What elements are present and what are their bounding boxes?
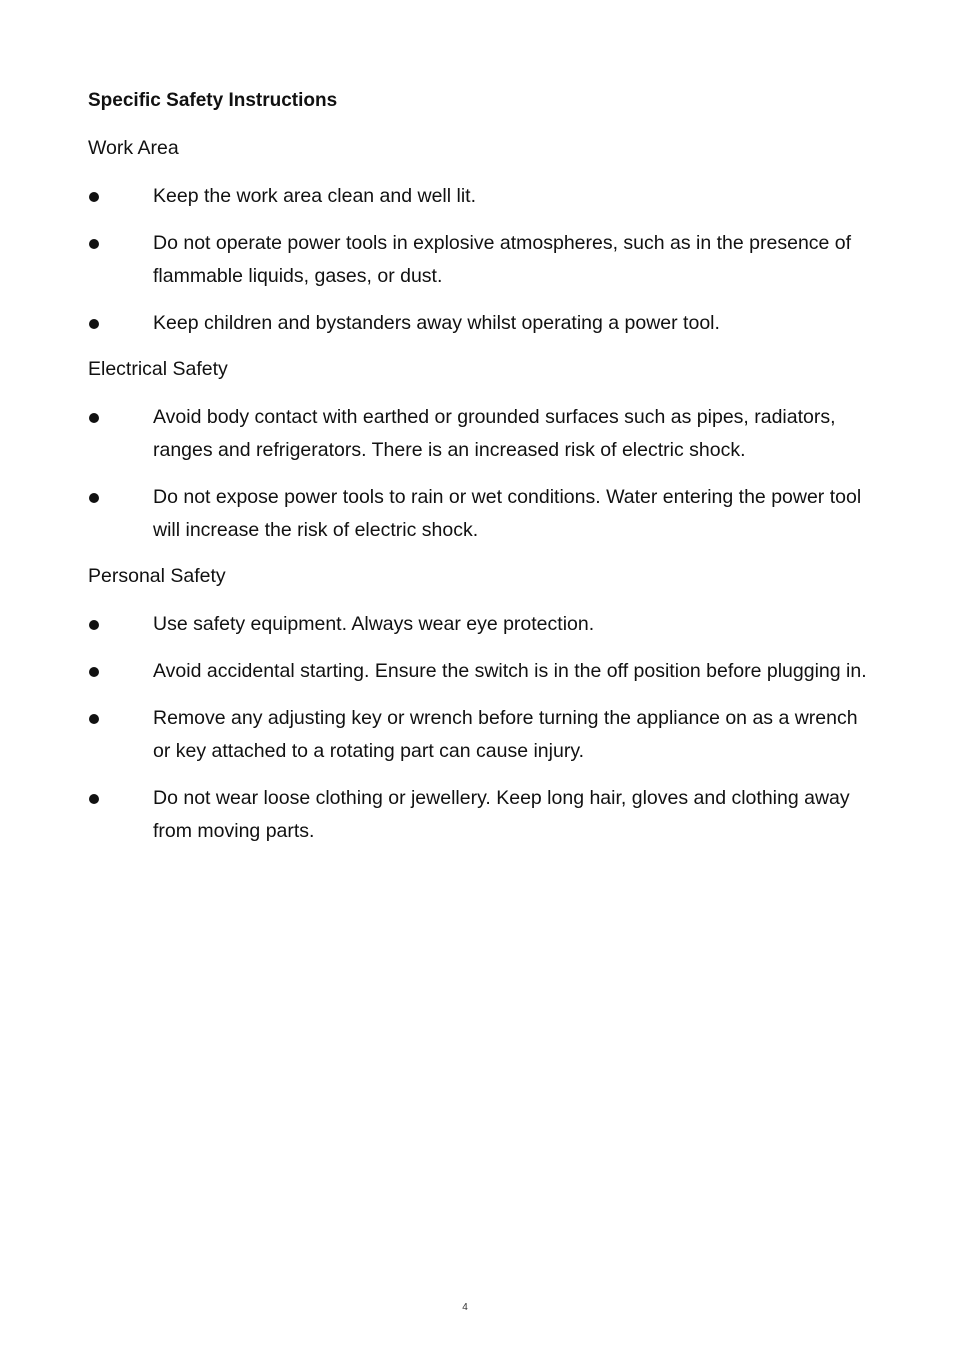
list-item-text: Do not operate power tools in explosive atmospheres, such as in the presence of flammable liquids, gases, or dust. (153, 232, 852, 287)
bullet-icon (89, 413, 99, 423)
bullet-icon (89, 667, 99, 677)
list-item-text: Use safety equipment. Always wear eye protection. (153, 613, 595, 635)
bullet-list (88, 180, 868, 340)
list-item-text: Keep the work area clean and well lit. (153, 185, 477, 207)
list-item-text: Avoid body contact with earthed or grounded surfaces such as pipes, radiators, ranges and refrigerators. There is an increased risk of electric shock. (153, 406, 836, 461)
bullet-list (88, 401, 868, 547)
list-item-text: Do not wear loose clothing or jewellery. Keep long hair, gloves and clothing away from moving parts. (153, 787, 850, 842)
document-page (88, 86, 868, 862)
list-item (88, 702, 868, 768)
section-electrical-safety (88, 354, 868, 547)
list-item (88, 481, 868, 547)
list-item (88, 608, 868, 641)
bullet-icon (89, 493, 99, 503)
list-item-text: Keep children and bystanders away whilst operating a power tool. (153, 312, 720, 334)
bullet-icon (89, 620, 99, 630)
list-item (88, 401, 868, 467)
page-number: 4 (462, 1302, 468, 1313)
section-personal-safety (88, 561, 868, 848)
list-item (88, 227, 868, 293)
list-item (88, 180, 868, 213)
document-title: Specific Safety Instructions (88, 90, 338, 111)
section-work-area (88, 133, 868, 340)
section-heading: Personal Safety (88, 565, 226, 587)
list-item-text: Remove any adjusting key or wrench before turning the appliance on as a wrench or key attached to a rotating part can cause injury. (153, 707, 858, 762)
section-heading: Work Area (88, 137, 179, 159)
list-item (88, 307, 868, 340)
list-item-text: Avoid accidental starting. Ensure the switch is in the off position before plugging in. (153, 660, 867, 682)
bullet-icon (89, 239, 99, 249)
bullet-icon (89, 714, 99, 724)
bullet-icon (89, 192, 99, 202)
list-item (88, 782, 868, 848)
list-item (88, 655, 868, 688)
bullet-icon (89, 794, 99, 804)
section-heading: Electrical Safety (88, 358, 228, 380)
list-item-text: Do not expose power tools to rain or wet conditions. Water entering the power tool will increase the risk of electric shock. (153, 486, 862, 541)
bullet-list (88, 608, 868, 848)
bullet-icon (89, 319, 99, 329)
